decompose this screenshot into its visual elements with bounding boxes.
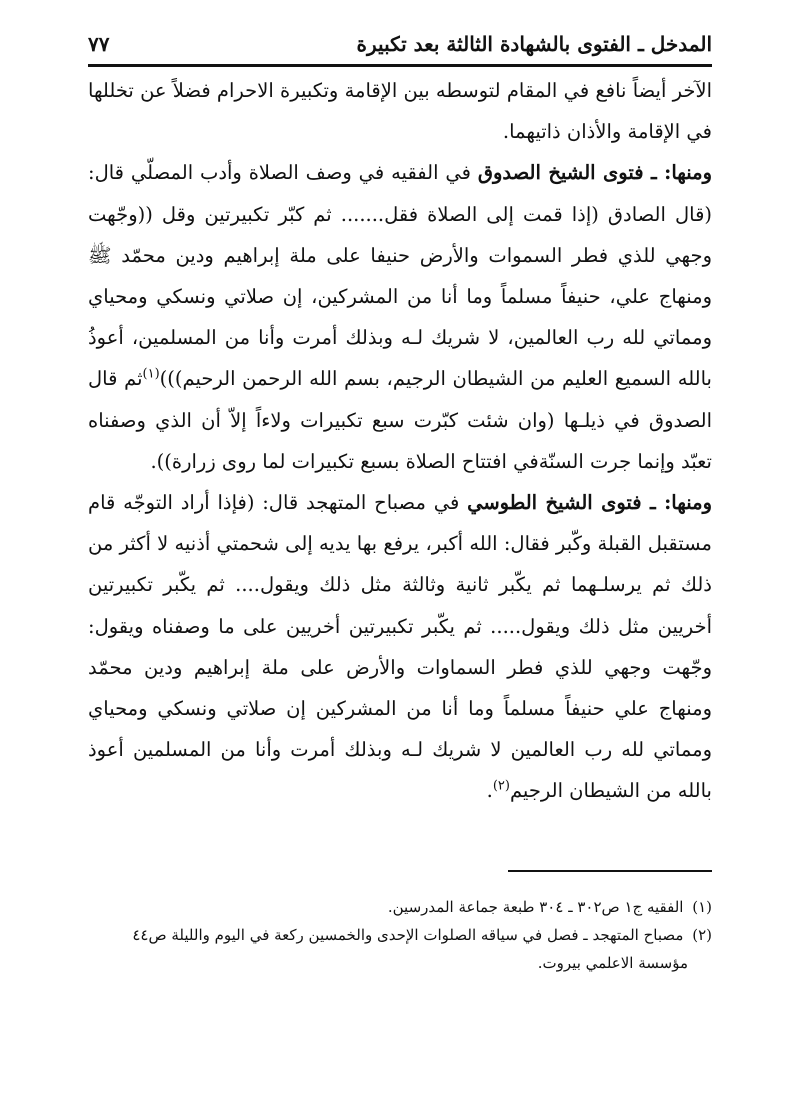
footnote-1 <box>88 893 712 921</box>
footnote-1-text: الفقيه ج١ ص٣٠٢ ـ ٣٠٤ طبعة جماعة المدرسين. <box>387 898 684 916</box>
paragraph-3-text-a: في مصباح المتهجد قال: (فإذا أراد التوجّه قام مستقبل القبلة وكّبر فقال: الله أكبر، يرفع بها يديه إلى شحمتي أذنيه لا أكثر من ذلك ثم يرسلـهما ثم يكّبر ثانية وثالثة مثل ذلك ويقول.... ثم يكّبر تكبيرتين أخريين مثل ذلك ويقول..... ثم يكّبر تكبيرتين أخريين على ما وصفناه ويقول: وجّهت وجهي للذي فطر السماوات والأرض على ملة إبراهيم ودين محمّد ومنهاج علي حنيفاً مسلماً وما أنا من المشركين إن صلاتي ونسكي ومحياي ومماتي لله رب العالمين لا شريك لـه وبذلك أمرت وأنا من المسلمين أعوذ بالله من الشيطان الرجيم <box>88 491 712 803</box>
paragraph-2-lead: ومنها: ـ فتوى الشيخ الصدوق <box>477 161 713 185</box>
paragraph-2-text-a: في الفقيه في وصف الصلاة وأدب المصلّي قال: (قال الصادق (إذا قمت إلى الصلاة فقل....... ثم كبّر تكبيرتين وقل ((وجّهت وجهي للذي فطر السموات والأرض حنيفا على ملة إبراهيم ودين محمّد ﷺ ومنهاج علي، حنيفاً مسلماً وما أنا من المشركين، إن صلاتي ونسكي ومحياي ومماتي لله رب العالمين، لا شريك لـه وبذلك أمرت وأنا من المسلمين، أعوذُ بالله السميع العليم من الشيطان الرجيم، بسم الله الرحمن الرحيم))) <box>88 161 712 391</box>
footnote-2-text: مصباح المتهجد ـ فصل في سياقه الصلوات الإحدى والخمسين ركعة في اليوم والليلة ص٤٤ <box>132 926 684 944</box>
main-text <box>88 70 712 812</box>
footnote-2 <box>88 921 712 949</box>
footnote-1-number: (١) <box>692 898 712 916</box>
footnotes <box>88 893 712 977</box>
paragraph-3-lead: ومنها: ـ فتوى الشيخ الطوسي <box>467 491 712 515</box>
paragraph-3 <box>88 482 712 812</box>
footnote-2-continuation: مؤسسة الاعلمي بيروت. <box>537 954 688 972</box>
paragraph-2 <box>88 152 712 482</box>
paragraph-1 <box>88 70 712 152</box>
footnote-ref-1: (١) <box>142 366 160 382</box>
footnote-ref-2: (٢) <box>492 778 510 794</box>
footnote-2-number: (٢) <box>692 926 712 944</box>
paragraph-2-text-b: ثم قال الصدوق في ذيلـها (وان شئت كبّرت سبع تكبيرات ولاءاً إلاّ أن الذي وصفناه تعبّد وإنما جرت السنّةفي افتتاح الصلاة بسبع تكبيرات لما روى زرارة)). <box>88 367 712 473</box>
paragraph-1-text: الآخر أيضاً نافع في المقام لتوسطه بين الإقامة وتكبيرة الاحرام فضلاً عن تخللها في الإقامة والأذان ذاتيهما. <box>88 79 712 144</box>
page-header <box>88 26 712 64</box>
header-rule <box>88 64 712 67</box>
page-number: ٧٧ <box>88 32 110 56</box>
running-title: المدخل ـ الفتوى بالشهادة الثالثة بعد تكبيرة <box>356 32 712 56</box>
footnote-separator <box>508 870 712 872</box>
paragraph-3-text-b: . <box>486 779 493 803</box>
